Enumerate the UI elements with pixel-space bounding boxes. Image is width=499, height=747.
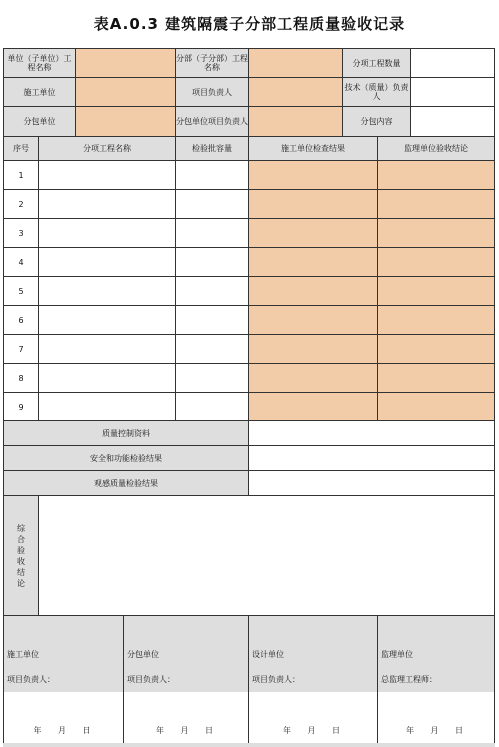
row-item-name[interactable] [38, 247, 176, 277]
signature-date: 年 月 日 [155, 726, 217, 735]
row-item-name[interactable] [38, 305, 176, 335]
row-seq: 1 [3, 160, 39, 190]
row-seq: 4 [3, 247, 39, 277]
field-quality-control[interactable] [248, 420, 495, 446]
signature-date: 年 月 日 [282, 726, 344, 735]
label-division-project-name: 分部（子分部）工程名称 [175, 48, 249, 78]
field-safety-function[interactable] [248, 445, 495, 471]
row-supervision-conclusion[interactable] [377, 392, 495, 422]
row-construction-result[interactable] [248, 189, 378, 219]
row-item-name[interactable] [38, 189, 176, 219]
label-subcontract-unit: 分包单位 [3, 106, 76, 137]
row-seq: 2 [3, 189, 39, 219]
row-construction-result[interactable] [248, 160, 378, 190]
signature-unit: 分包单位 [127, 650, 159, 659]
row-supervision-conclusion[interactable] [377, 305, 495, 335]
label-construction-unit: 施工单位 [3, 77, 76, 107]
row-construction-result[interactable] [248, 276, 378, 306]
signature-date: 年 月 日 [405, 726, 467, 735]
row-batch-capacity[interactable] [175, 218, 249, 248]
signature-person: 项目负责人： [7, 675, 55, 684]
row-supervision-conclusion[interactable] [377, 218, 495, 248]
row-batch-capacity[interactable] [175, 276, 249, 306]
row-batch-capacity[interactable] [175, 392, 249, 422]
row-seq: 9 [3, 392, 39, 422]
signature-person: 项目负责人： [252, 675, 300, 684]
signature-block [248, 615, 378, 744]
label-project-manager: 项目负责人 [175, 77, 249, 107]
page-title: 表A.0.3 建筑隔震子分部工程质量验收记录 [93, 14, 406, 33]
row-supervision-conclusion[interactable] [377, 189, 495, 219]
col-header-seq: 序号 [3, 136, 39, 161]
field-appearance[interactable] [248, 470, 495, 496]
row-supervision-conclusion[interactable] [377, 276, 495, 306]
row-construction-result[interactable] [248, 305, 378, 335]
row-seq: 3 [3, 218, 39, 248]
row-seq: 5 [3, 276, 39, 306]
label-subcontract-unit-manager: 分包单位项目负责人 [175, 106, 249, 137]
field-unit-project-name[interactable] [75, 48, 176, 78]
row-item-name[interactable] [38, 218, 176, 248]
label-summary: 综合验收结论 [3, 495, 39, 616]
row-supervision-conclusion[interactable] [377, 334, 495, 364]
label-technical-manager: 技术（质量）负责人 [342, 77, 411, 107]
col-header-supervision-conclusion: 监理单位验收结论 [377, 136, 495, 161]
field-subcontract-unit[interactable] [75, 106, 176, 137]
row-supervision-conclusion[interactable] [377, 160, 495, 190]
field-construction-unit[interactable] [75, 77, 176, 107]
signature-unit: 施工单位 [7, 650, 39, 659]
label-item-count: 分项工程数量 [342, 48, 411, 78]
row-item-name[interactable] [38, 334, 176, 364]
field-division-project-name[interactable] [248, 48, 343, 78]
row-item-name[interactable] [38, 160, 176, 190]
row-batch-capacity[interactable] [175, 247, 249, 277]
row-construction-result[interactable] [248, 247, 378, 277]
label-quality-control: 质量控制资料 [3, 420, 249, 446]
row-item-name[interactable] [38, 392, 176, 422]
col-header-item-name: 分项工程名称 [38, 136, 176, 161]
label-unit-project-name: 单位（子单位）工程名称 [3, 48, 76, 78]
field-item-count[interactable] [410, 48, 495, 78]
row-seq: 8 [3, 363, 39, 393]
row-construction-result[interactable] [248, 334, 378, 364]
bottom-strip [3, 743, 495, 747]
field-project-manager[interactable] [248, 77, 343, 107]
col-header-construction-result: 施工单位检查结果 [248, 136, 378, 161]
signature-person: 总监理工程师： [381, 675, 437, 684]
signature-unit: 监理单位 [381, 650, 413, 659]
row-construction-result[interactable] [248, 363, 378, 393]
row-batch-capacity[interactable] [175, 160, 249, 190]
row-batch-capacity[interactable] [175, 363, 249, 393]
signature-block [3, 615, 124, 744]
field-technical-manager[interactable] [410, 77, 495, 107]
field-subcontract-content[interactable] [410, 106, 495, 137]
signature-person: 项目负责人： [127, 675, 175, 684]
label-subcontract-content: 分包内容 [342, 106, 411, 137]
label-appearance: 观感质量检验结果 [3, 470, 249, 496]
row-seq: 6 [3, 305, 39, 335]
col-header-batch-capacity: 检验批容量 [175, 136, 249, 161]
row-batch-capacity[interactable] [175, 305, 249, 335]
signature-block [123, 615, 249, 744]
field-summary[interactable] [38, 495, 495, 616]
signature-date: 年 月 日 [33, 726, 94, 735]
row-batch-capacity[interactable] [175, 189, 249, 219]
row-batch-capacity[interactable] [175, 334, 249, 364]
row-supervision-conclusion[interactable] [377, 247, 495, 277]
row-construction-result[interactable] [248, 392, 378, 422]
signature-unit: 设计单位 [252, 650, 284, 659]
field-subcontract-unit-manager[interactable] [248, 106, 343, 137]
row-seq: 7 [3, 334, 39, 364]
label-safety-function: 安全和功能检验结果 [3, 445, 249, 471]
row-construction-result[interactable] [248, 218, 378, 248]
row-supervision-conclusion[interactable] [377, 363, 495, 393]
signature-block [377, 615, 495, 744]
row-item-name[interactable] [38, 276, 176, 306]
row-item-name[interactable] [38, 363, 176, 393]
